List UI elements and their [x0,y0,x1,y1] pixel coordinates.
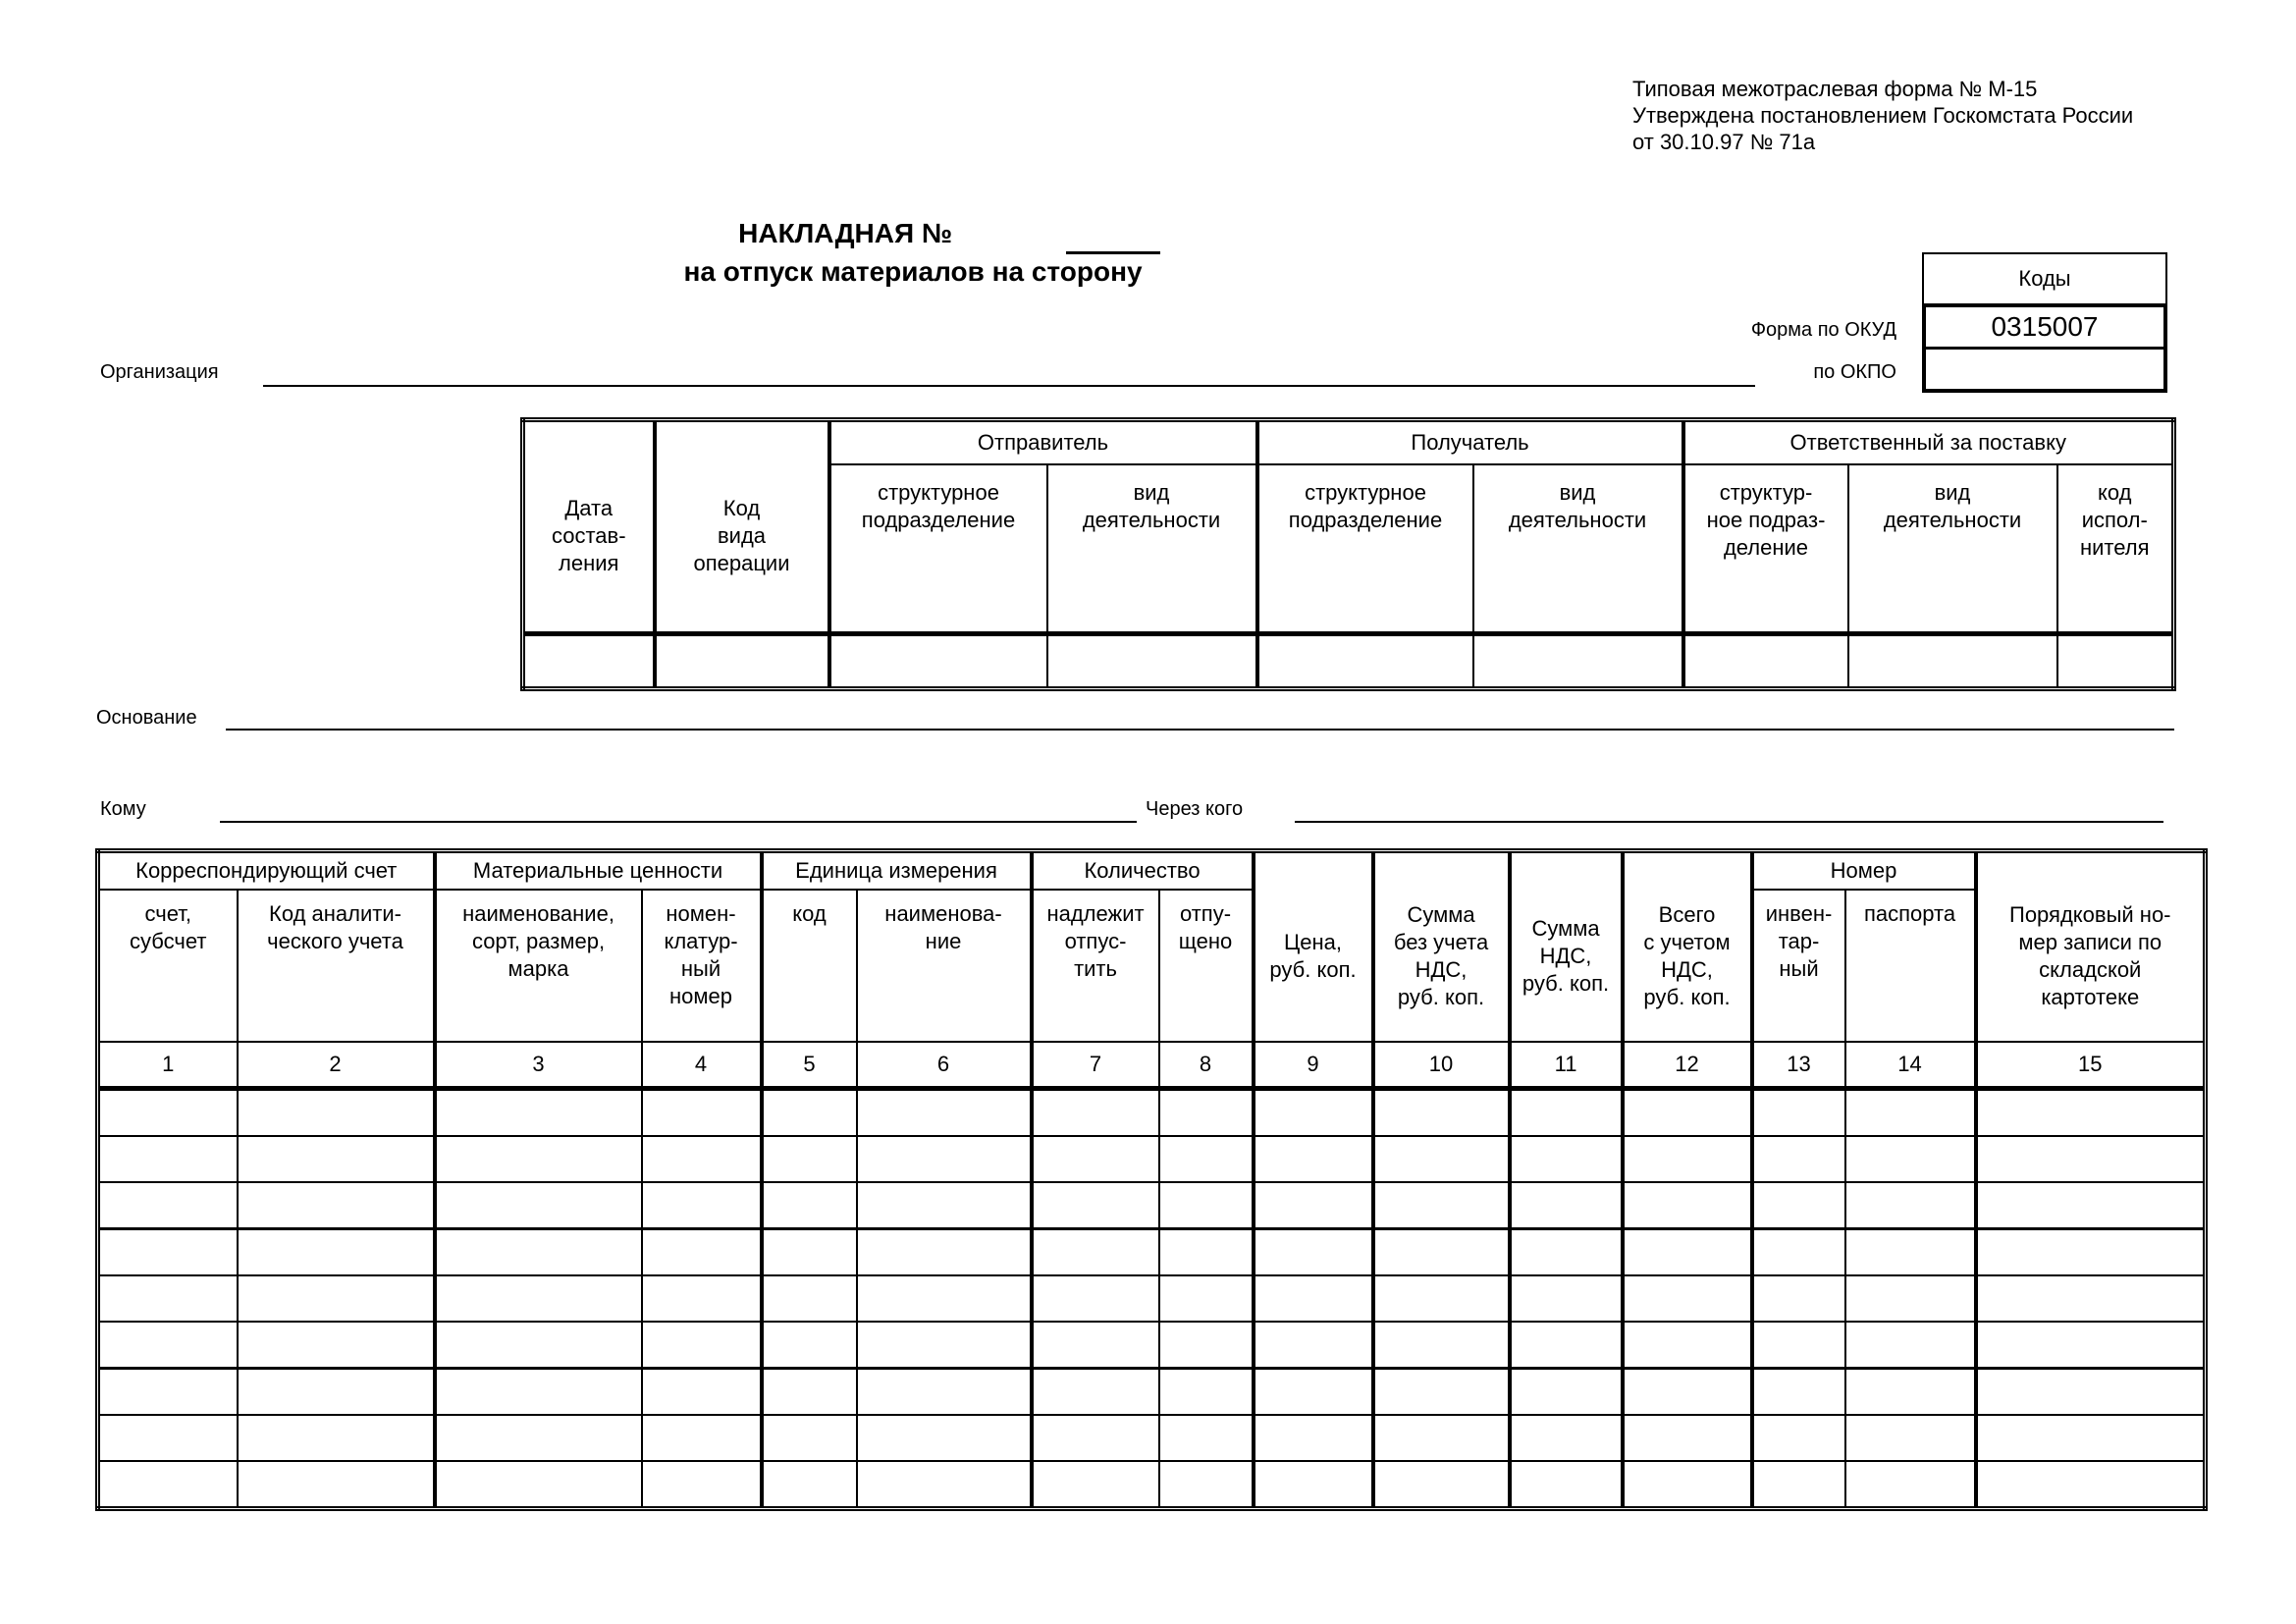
item-cell[interactable] [1845,1229,1976,1276]
item-cell[interactable] [1159,1136,1254,1182]
item-cell[interactable] [1845,1089,1976,1137]
header-qty-released: отпу- щено [1159,890,1254,1042]
item-cell[interactable] [98,1369,238,1416]
okpo-label: по ОКПО [1813,361,1896,383]
item-cell[interactable] [1254,1322,1373,1369]
header-sender-activity: вид деятельности [1047,464,1257,634]
header-date: Дата состав- ления [523,420,655,634]
approval-line-3: от 30.10.97 № 71а [1632,130,1816,154]
document-title [589,218,1237,249]
column-number: 13 [1752,1042,1845,1089]
item-cell[interactable] [1373,1461,1510,1509]
basis-label: Основание [96,707,197,729]
okud-label: Форма по ОКУД [1750,319,1896,341]
okpo-code-field[interactable] [1926,347,2163,389]
item-cell[interactable] [1373,1275,1510,1322]
item-cell[interactable] [1159,1182,1254,1229]
via-field[interactable] [1295,821,2163,823]
item-cell[interactable] [1373,1322,1510,1369]
item-cell[interactable] [642,1229,762,1276]
item-cell[interactable] [642,1275,762,1322]
item-cell[interactable] [762,1136,857,1182]
receiver-activity-cell[interactable] [1473,634,1683,689]
item-cell[interactable] [762,1461,857,1509]
item-cell[interactable] [762,1089,857,1137]
item-cell[interactable] [435,1275,642,1322]
document-title-text: НАКЛАДНАЯ № [738,218,953,248]
organization-field[interactable] [263,385,1755,387]
item-cell[interactable] [1510,1182,1623,1229]
item-cell[interactable] [1976,1461,2206,1509]
item-cell[interactable] [857,1229,1032,1276]
header-sender-unit: структурное подразделение [829,464,1047,634]
item-cell[interactable] [857,1275,1032,1322]
header-sum-without-vat: Сумма без учета НДС, руб. коп. [1373,851,1510,1043]
item-cell[interactable] [238,1229,435,1276]
item-cell[interactable] [642,1415,762,1461]
approval-line-2: Утверждена постановлением Госкомстата России [1632,103,2134,128]
item-cell[interactable] [1510,1229,1623,1276]
item-cell[interactable] [435,1415,642,1461]
item-cell[interactable] [857,1136,1032,1182]
item-cell[interactable] [1623,1229,1752,1276]
item-cell[interactable] [1845,1182,1976,1229]
item-cell[interactable] [1976,1415,2206,1461]
table-row [98,1461,2206,1509]
item-cell[interactable] [762,1322,857,1369]
item-cell[interactable] [762,1369,857,1416]
item-cell[interactable] [1032,1322,1159,1369]
item-cell[interactable] [1976,1136,2206,1182]
item-cell[interactable] [857,1461,1032,1509]
item-cell[interactable] [238,1461,435,1509]
group-quantity: Количество [1032,851,1254,891]
item-cell[interactable] [238,1322,435,1369]
item-cell[interactable] [1254,1461,1373,1509]
header-material-name: наименование, сорт, размер, марка [435,890,642,1042]
item-cell[interactable] [435,1089,642,1137]
item-cell[interactable] [1510,1415,1623,1461]
item-cell[interactable] [1254,1182,1373,1229]
column-number: 8 [1159,1042,1254,1089]
item-cell[interactable] [1845,1461,1976,1509]
item-cell[interactable] [1976,1322,2206,1369]
codes-box [1922,252,2167,393]
item-cell[interactable] [1373,1415,1510,1461]
item-cell[interactable] [762,1415,857,1461]
column-number: 15 [1976,1042,2206,1089]
item-cell[interactable] [1254,1136,1373,1182]
item-cell[interactable] [1752,1229,1845,1276]
header-executor-code: код испол- нителя [2057,464,2174,634]
table-row [98,1089,2206,1137]
item-cell[interactable] [1032,1415,1159,1461]
document-subtitle: на отпуск материалов на сторону [683,256,1143,287]
header-total-with-vat: Всего с учетом НДС, руб. коп. [1623,851,1752,1043]
item-cell[interactable] [642,1182,762,1229]
date-cell[interactable] [523,634,655,689]
responsible-activity-cell[interactable] [1848,634,2057,689]
table-row [98,1275,2206,1322]
item-cell[interactable] [1373,1229,1510,1276]
item-cell[interactable] [1845,1369,1976,1416]
header-sender: Отправитель [829,420,1257,465]
item-cell[interactable] [1159,1415,1254,1461]
item-cell[interactable] [1159,1461,1254,1509]
item-cell[interactable] [1159,1089,1254,1137]
column-number: 2 [238,1042,435,1089]
receiver-unit-cell[interactable] [1257,634,1473,689]
operation-code-cell[interactable] [655,634,829,689]
item-cell[interactable] [1159,1369,1254,1416]
header-receiver: Получатель [1257,420,1683,465]
item-cell[interactable] [1032,1275,1159,1322]
item-cell[interactable] [1373,1136,1510,1182]
item-cell[interactable] [762,1182,857,1229]
item-cell[interactable] [238,1089,435,1137]
table-row [98,1369,2206,1416]
item-cell[interactable] [1752,1461,1845,1509]
item-cell[interactable] [98,1182,238,1229]
item-cell[interactable] [435,1369,642,1416]
basis-field[interactable] [226,729,2174,731]
items-table [95,848,2208,1511]
item-cell[interactable] [435,1182,642,1229]
item-cell[interactable] [1845,1415,1976,1461]
header-price: Цена, руб. коп. [1254,851,1373,1043]
item-cell[interactable] [435,1136,642,1182]
item-cell[interactable] [1752,1089,1845,1137]
header-analytic-code: Код аналити- ческого учета [238,890,435,1042]
item-cell[interactable] [1032,1229,1159,1276]
item-cell[interactable] [1510,1322,1623,1369]
item-cell[interactable] [435,1229,642,1276]
header-receiver-unit: структурное подразделение [1257,464,1473,634]
item-cell[interactable] [642,1322,762,1369]
item-cell[interactable] [1510,1275,1623,1322]
item-cell[interactable] [1752,1415,1845,1461]
column-number: 12 [1623,1042,1752,1089]
item-cell[interactable] [1032,1089,1159,1137]
item-cell[interactable] [238,1275,435,1322]
item-cell[interactable] [1032,1461,1159,1509]
column-number: 6 [857,1042,1032,1089]
table-row [98,1415,2206,1461]
okud-code-field[interactable]: 0315007 [1991,311,2099,342]
item-cell[interactable] [1373,1089,1510,1137]
item-cell[interactable] [1510,1461,1623,1509]
header-account-subaccount: счет, субсчет [98,890,238,1042]
header-qty-to-release: надлежит отпус- тить [1032,890,1159,1042]
item-cell[interactable] [1254,1229,1373,1276]
item-cell[interactable] [1976,1229,2206,1276]
table-row [98,1322,2206,1369]
column-numbers-row [98,1042,2206,1089]
item-cell[interactable] [1845,1275,1976,1322]
item-cell[interactable] [1254,1089,1373,1137]
item-cell[interactable] [1510,1136,1623,1182]
item-cell[interactable] [98,1089,238,1137]
item-cell[interactable] [1623,1369,1752,1416]
item-cell[interactable] [1623,1415,1752,1461]
header-passport-number: паспорта [1845,890,1976,1042]
item-cell[interactable] [1159,1275,1254,1322]
item-cell[interactable] [1254,1369,1373,1416]
responsible-unit-cell[interactable] [1683,634,1848,689]
item-cell[interactable] [1752,1369,1845,1416]
header-responsible-activity: вид деятельности [1848,464,2057,634]
organization-label: Организация [100,361,219,383]
item-cell[interactable] [1623,1089,1752,1137]
item-cell[interactable] [1623,1322,1752,1369]
header-responsible-unit: структур- ное подраз- деление [1683,464,1848,634]
recipient-label: Кому [100,798,146,820]
table-row [98,1136,2206,1182]
recipient-field[interactable] [220,821,1137,823]
executor-code-cell[interactable] [2057,634,2174,689]
item-cell[interactable] [1623,1136,1752,1182]
header-responsible: Ответственный за поставку [1683,420,2174,465]
group-unit: Единица измерения [762,851,1032,891]
column-number: 7 [1032,1042,1159,1089]
item-cell[interactable] [435,1461,642,1509]
item-cell[interactable] [857,1182,1032,1229]
item-cell[interactable] [1159,1229,1254,1276]
sender-unit-cell[interactable] [829,634,1047,689]
column-number: 4 [642,1042,762,1089]
item-cell[interactable] [762,1229,857,1276]
approval-line-1: Типовая межотраслевая форма № М-15 [1632,77,2038,101]
item-cell[interactable] [1623,1275,1752,1322]
item-cell[interactable] [98,1136,238,1182]
item-cell[interactable] [1373,1369,1510,1416]
item-cell[interactable] [1032,1369,1159,1416]
header-inventory-number: инвен- тар- ный [1752,890,1845,1042]
item-cell[interactable] [1510,1369,1623,1416]
item-cell[interactable] [857,1415,1032,1461]
group-account: Корреспондирующий счет [98,851,435,891]
item-cell[interactable] [1845,1136,1976,1182]
item-cell[interactable] [98,1322,238,1369]
item-cell[interactable] [857,1322,1032,1369]
item-cell[interactable] [1752,1322,1845,1369]
column-number: 11 [1510,1042,1623,1089]
column-number: 14 [1845,1042,1976,1089]
column-number: 1 [98,1042,238,1089]
item-cell[interactable] [238,1415,435,1461]
item-cell[interactable] [1976,1369,2206,1416]
item-cell[interactable] [1976,1089,2206,1137]
header-vat-sum: Сумма НДС, руб. коп. [1510,851,1623,1043]
header-unit-code: код [762,890,857,1042]
item-cell[interactable] [1752,1136,1845,1182]
item-cell[interactable] [642,1136,762,1182]
column-number: 5 [762,1042,857,1089]
item-cell[interactable] [1032,1182,1159,1229]
item-cell[interactable] [1032,1136,1159,1182]
item-cell[interactable] [1752,1182,1845,1229]
item-cell[interactable] [1510,1089,1623,1137]
item-cell[interactable] [98,1461,238,1509]
item-cell[interactable] [1373,1182,1510,1229]
item-cell[interactable] [1623,1182,1752,1229]
header-unit-name: наименова- ние [857,890,1032,1042]
header-record-number: Порядковый но- мер записи по складской картотеке [1976,851,2206,1043]
table-row [98,1229,2206,1276]
sender-activity-cell[interactable] [1047,634,1257,689]
item-cell[interactable] [857,1369,1032,1416]
column-number: 9 [1254,1042,1373,1089]
item-cell[interactable] [1254,1275,1373,1322]
form-approval-note [1632,76,2133,155]
item-cell[interactable] [1976,1182,2206,1229]
group-materials: Материальные ценности [435,851,762,891]
item-cell[interactable] [1752,1275,1845,1322]
item-cell[interactable] [857,1089,1032,1137]
item-cell[interactable] [1254,1415,1373,1461]
header-operation-code: Код вида операции [655,420,829,634]
via-label: Через кого [1146,798,1244,820]
table-row [98,1182,2206,1229]
item-cell[interactable] [238,1182,435,1229]
item-cell[interactable] [238,1136,435,1182]
column-number: 3 [435,1042,642,1089]
header-receiver-activity: вид деятельности [1473,464,1683,634]
group-number: Номер [1752,851,1976,891]
transfer-details-table [520,417,2176,691]
item-cell[interactable] [762,1275,857,1322]
item-cell[interactable] [1159,1322,1254,1369]
item-cell[interactable] [642,1369,762,1416]
item-cell[interactable] [642,1089,762,1137]
invoice-number-field[interactable] [1066,251,1160,254]
column-number: 10 [1373,1042,1510,1089]
item-cell[interactable] [1623,1461,1752,1509]
codes-header: Коды [1922,252,2167,303]
header-nomenclature-number: номен- клатур- ный номер [642,890,762,1042]
item-cell[interactable] [642,1461,762,1509]
table-row [523,634,2174,689]
item-cell[interactable] [98,1229,238,1276]
item-cell[interactable] [435,1322,642,1369]
item-cell[interactable] [1976,1275,2206,1322]
item-cell[interactable] [238,1369,435,1416]
item-cell[interactable] [98,1415,238,1461]
item-cell[interactable] [1845,1322,1976,1369]
item-cell[interactable] [98,1275,238,1322]
